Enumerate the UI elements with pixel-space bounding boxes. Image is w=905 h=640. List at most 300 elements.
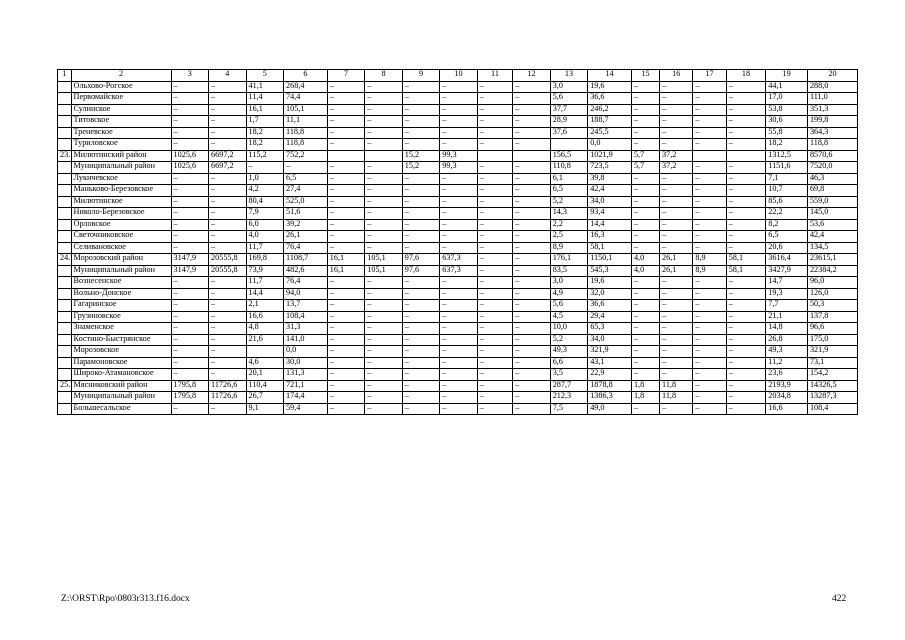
value-cell: 26,7 xyxy=(246,392,284,404)
value-cell: 3427,9 xyxy=(766,265,808,277)
value-cell: – xyxy=(660,369,693,381)
value-cell: 42,4 xyxy=(807,231,857,243)
row-index-cell xyxy=(58,219,72,231)
value-cell: – xyxy=(209,219,247,231)
value-cell: – xyxy=(440,288,478,300)
value-cell: 20,6 xyxy=(766,242,808,254)
table-row xyxy=(58,231,858,243)
value-cell: – xyxy=(365,288,403,300)
value-cell: 17,0 xyxy=(766,93,808,105)
value-cell: – xyxy=(660,277,693,289)
value-cell: 8,9 xyxy=(693,265,726,277)
value-cell: – xyxy=(513,196,551,208)
value-cell: – xyxy=(513,265,551,277)
value-cell: – xyxy=(631,311,659,323)
value-cell xyxy=(550,139,588,151)
value-cell: – xyxy=(440,173,478,185)
value-cell: – xyxy=(327,93,365,105)
value-cell: 4,6 xyxy=(246,357,284,369)
table-row xyxy=(58,116,858,128)
column-number-cell: 15 xyxy=(631,70,659,82)
value-cell: – xyxy=(402,323,440,335)
value-cell: – xyxy=(631,208,659,220)
value-cell: – xyxy=(365,357,403,369)
value-cell: – xyxy=(693,323,726,335)
value-cell: 188,7 xyxy=(588,116,632,128)
value-cell: 111,0 xyxy=(807,93,857,105)
value-cell: – xyxy=(209,231,247,243)
value-cell: – xyxy=(365,403,403,415)
value-cell: – xyxy=(209,369,247,381)
value-cell: – xyxy=(693,300,726,312)
value-cell: – xyxy=(327,357,365,369)
value-cell: 76,4 xyxy=(284,277,328,289)
value-cell: 3616,4 xyxy=(766,254,808,266)
table-row xyxy=(58,334,858,346)
column-number-cell: 17 xyxy=(693,70,726,82)
value-cell: 37,2 xyxy=(660,150,693,162)
value-cell: – xyxy=(402,173,440,185)
value-cell: – xyxy=(631,219,659,231)
value-cell: 351,3 xyxy=(807,104,857,116)
value-cell: 96,6 xyxy=(807,323,857,335)
value-cell: – xyxy=(631,116,659,128)
value-cell: – xyxy=(365,173,403,185)
value-cell: – xyxy=(171,185,209,197)
table-row xyxy=(58,139,858,151)
table-row xyxy=(58,277,858,289)
value-cell: – xyxy=(402,93,440,105)
value-cell: 6697,2 xyxy=(209,150,247,162)
value-cell: 2,2 xyxy=(550,219,588,231)
district-name-cell: Вознесенское xyxy=(71,277,171,289)
value-cell: 31,3 xyxy=(284,323,328,335)
district-name-cell: Вольно-Донское xyxy=(71,288,171,300)
value-cell: – xyxy=(327,392,365,404)
district-name-cell: Титовское xyxy=(71,116,171,128)
value-cell: 13287,3 xyxy=(807,392,857,404)
value-cell: 137,8 xyxy=(807,311,857,323)
value-cell: – xyxy=(365,116,403,128)
value-cell: – xyxy=(365,104,403,116)
value-cell: 559,0 xyxy=(807,196,857,208)
value-cell: – xyxy=(477,173,512,185)
value-cell: – xyxy=(440,392,478,404)
value-cell: 22384,2 xyxy=(807,265,857,277)
value-cell: – xyxy=(513,139,551,151)
value-cell: – xyxy=(660,196,693,208)
value-cell: – xyxy=(327,231,365,243)
value-cell: – xyxy=(171,81,209,93)
value-cell: – xyxy=(209,104,247,116)
row-index-cell: 23. xyxy=(58,150,72,162)
column-number-cell: 5 xyxy=(246,70,284,82)
value-cell: 105,1 xyxy=(365,254,403,266)
value-cell: 545,3 xyxy=(588,265,632,277)
district-name-cell: Треневское xyxy=(71,127,171,139)
value-cell: 115,2 xyxy=(246,150,284,162)
value-cell: 19,3 xyxy=(766,288,808,300)
value-cell: 108,4 xyxy=(807,403,857,415)
value-cell: – xyxy=(513,116,551,128)
row-index-cell xyxy=(58,392,72,404)
value-cell: 364,3 xyxy=(807,127,857,139)
value-cell: – xyxy=(726,311,766,323)
value-cell: – xyxy=(477,116,512,128)
value-cell: – xyxy=(402,139,440,151)
value-cell: – xyxy=(631,104,659,116)
value-cell: – xyxy=(660,334,693,346)
value-cell: – xyxy=(631,185,659,197)
value-cell: 637,3 xyxy=(440,265,478,277)
value-cell: – xyxy=(631,346,659,358)
row-index-cell xyxy=(58,93,72,105)
value-cell: – xyxy=(660,104,693,116)
value-cell: 26,1 xyxy=(660,254,693,266)
value-cell: – xyxy=(660,300,693,312)
value-cell: 74,4 xyxy=(284,93,328,105)
value-cell: 288,0 xyxy=(807,81,857,93)
value-cell: 39,8 xyxy=(588,173,632,185)
value-cell: – xyxy=(365,323,403,335)
value-cell: – xyxy=(209,323,247,335)
value-cell: – xyxy=(693,311,726,323)
value-cell: – xyxy=(631,323,659,335)
value-cell: 93,4 xyxy=(588,208,632,220)
value-cell: – xyxy=(402,81,440,93)
value-cell: – xyxy=(660,231,693,243)
value-cell: 5,6 xyxy=(550,93,588,105)
value-cell: 29,4 xyxy=(588,311,632,323)
value-cell: – xyxy=(660,311,693,323)
value-cell: 1,7 xyxy=(246,116,284,128)
table-row xyxy=(58,81,858,93)
value-cell: – xyxy=(327,173,365,185)
value-cell: 53,6 xyxy=(807,219,857,231)
value-cell: – xyxy=(440,219,478,231)
row-index-cell xyxy=(58,196,72,208)
value-cell: – xyxy=(513,288,551,300)
value-cell xyxy=(513,150,551,162)
value-cell: 21,1 xyxy=(766,311,808,323)
value-cell: – xyxy=(402,403,440,415)
value-cell: – xyxy=(171,369,209,381)
value-cell: 134,5 xyxy=(807,242,857,254)
value-cell: 5,7 xyxy=(631,150,659,162)
district-name-cell: Грузиновское xyxy=(71,311,171,323)
column-number-cell: 18 xyxy=(726,70,766,82)
value-cell: – xyxy=(365,196,403,208)
value-cell: 49,3 xyxy=(550,346,588,358)
value-cell: 199,8 xyxy=(807,116,857,128)
value-cell: 42,4 xyxy=(588,185,632,197)
value-cell: 3147,9 xyxy=(171,254,209,266)
value-cell: 1,8 xyxy=(631,380,659,392)
value-cell: 99,3 xyxy=(440,162,478,174)
value-cell: – xyxy=(631,196,659,208)
value-cell: – xyxy=(171,173,209,185)
value-cell: 34,0 xyxy=(588,196,632,208)
value-cell: 55,8 xyxy=(766,127,808,139)
value-cell: – xyxy=(402,208,440,220)
value-cell: – xyxy=(477,208,512,220)
value-cell: – xyxy=(402,300,440,312)
table-row xyxy=(58,242,858,254)
value-cell: 154,2 xyxy=(807,369,857,381)
value-cell: 46,3 xyxy=(807,173,857,185)
value-cell: – xyxy=(171,104,209,116)
value-cell: 34,0 xyxy=(588,334,632,346)
value-cell: 26,1 xyxy=(284,231,328,243)
value-cell: 10,7 xyxy=(766,185,808,197)
district-name-cell: Милютинский район xyxy=(71,150,171,162)
value-cell: 30,6 xyxy=(766,116,808,128)
value-cell: 4,2 xyxy=(246,185,284,197)
value-cell: – xyxy=(513,219,551,231)
table-row xyxy=(58,346,858,358)
value-cell: 18,2 xyxy=(246,139,284,151)
value-cell: 1312,5 xyxy=(766,150,808,162)
column-number-cell: 19 xyxy=(766,70,808,82)
district-name-cell: Муниципальный район xyxy=(71,392,171,404)
value-cell: 9,1 xyxy=(246,403,284,415)
value-cell: – xyxy=(477,127,512,139)
value-cell: 18,2 xyxy=(766,139,808,151)
value-cell: – xyxy=(327,300,365,312)
row-index-cell xyxy=(58,104,72,116)
value-cell: – xyxy=(440,116,478,128)
value-cell: 118,8 xyxy=(807,139,857,151)
value-cell: – xyxy=(365,162,403,174)
value-cell: – xyxy=(693,219,726,231)
value-cell: 11,1 xyxy=(284,116,328,128)
value-cell: – xyxy=(726,81,766,93)
value-cell: – xyxy=(513,93,551,105)
district-name-cell: Знаменское xyxy=(71,323,171,335)
value-cell: – xyxy=(726,127,766,139)
value-cell: – xyxy=(440,185,478,197)
value-cell: 1,8 xyxy=(631,392,659,404)
value-cell: – xyxy=(440,242,478,254)
district-name-cell: Большесальское xyxy=(71,403,171,415)
value-cell: – xyxy=(477,346,512,358)
value-cell: – xyxy=(440,196,478,208)
value-cell: 36,6 xyxy=(588,300,632,312)
value-cell: – xyxy=(171,93,209,105)
value-cell: – xyxy=(209,288,247,300)
value-cell xyxy=(477,150,512,162)
value-cell: 30,0 xyxy=(284,357,328,369)
value-cell: – xyxy=(726,334,766,346)
value-cell: – xyxy=(327,242,365,254)
value-cell: 22,9 xyxy=(588,369,632,381)
value-cell: – xyxy=(631,403,659,415)
value-cell: 32,0 xyxy=(588,288,632,300)
value-cell: 6,5 xyxy=(284,173,328,185)
value-cell xyxy=(365,150,403,162)
value-cell: – xyxy=(477,231,512,243)
value-cell: – xyxy=(693,277,726,289)
value-cell: – xyxy=(660,173,693,185)
value-cell: – xyxy=(327,380,365,392)
value-cell: – xyxy=(513,254,551,266)
value-cell: – xyxy=(726,288,766,300)
district-name-cell: Морозовский район xyxy=(71,254,171,266)
value-cell: 11,7 xyxy=(246,242,284,254)
value-cell: – xyxy=(631,288,659,300)
value-cell: – xyxy=(209,93,247,105)
value-cell: 0,0 xyxy=(588,139,632,151)
value-cell: – xyxy=(726,231,766,243)
value-cell: 27,4 xyxy=(284,185,328,197)
value-cell: – xyxy=(327,162,365,174)
value-cell: – xyxy=(477,162,512,174)
table-row xyxy=(58,311,858,323)
table-row xyxy=(58,93,858,105)
value-cell: – xyxy=(209,300,247,312)
value-cell: – xyxy=(327,311,365,323)
value-cell: 37,6 xyxy=(550,127,588,139)
value-cell: 58,1 xyxy=(588,242,632,254)
value-cell: – xyxy=(693,346,726,358)
value-cell: 85,6 xyxy=(766,196,808,208)
table-row xyxy=(58,185,858,197)
table-row xyxy=(58,265,858,277)
value-cell: – xyxy=(513,81,551,93)
value-cell: – xyxy=(365,242,403,254)
table-header-row xyxy=(58,70,858,82)
value-cell: – xyxy=(440,357,478,369)
value-cell: – xyxy=(513,380,551,392)
value-cell: – xyxy=(365,392,403,404)
value-cell: 65,3 xyxy=(588,323,632,335)
table-row xyxy=(58,150,858,162)
value-cell: – xyxy=(726,242,766,254)
value-cell: 246,2 xyxy=(588,104,632,116)
value-cell: – xyxy=(513,231,551,243)
value-cell: 73,1 xyxy=(807,357,857,369)
row-index-cell xyxy=(58,357,72,369)
value-cell: – xyxy=(209,346,247,358)
row-index-cell: 24. xyxy=(58,254,72,266)
row-index-cell xyxy=(58,173,72,185)
value-cell: 14,4 xyxy=(588,219,632,231)
value-cell: 2,1 xyxy=(246,300,284,312)
value-cell: 53,8 xyxy=(766,104,808,116)
value-cell: – xyxy=(209,334,247,346)
value-cell: – xyxy=(327,277,365,289)
value-cell: – xyxy=(693,196,726,208)
value-cell: – xyxy=(327,104,365,116)
value-cell: – xyxy=(513,392,551,404)
table-row xyxy=(58,357,858,369)
value-cell: 321,9 xyxy=(807,346,857,358)
row-index-cell xyxy=(58,323,72,335)
value-cell: – xyxy=(402,288,440,300)
table-row xyxy=(58,127,858,139)
value-cell: – xyxy=(477,196,512,208)
value-cell: 22,2 xyxy=(766,208,808,220)
value-cell: 11,8 xyxy=(660,380,693,392)
value-cell: – xyxy=(327,334,365,346)
value-cell: – xyxy=(726,369,766,381)
value-cell: – xyxy=(171,139,209,151)
row-index-cell xyxy=(58,231,72,243)
district-name-cell: Широко-Атамановское xyxy=(71,369,171,381)
value-cell: 5,2 xyxy=(550,334,588,346)
value-cell: – xyxy=(402,116,440,128)
value-cell: – xyxy=(209,196,247,208)
value-cell: 49,0 xyxy=(588,403,632,415)
value-cell: – xyxy=(693,116,726,128)
value-cell: 7,5 xyxy=(550,403,588,415)
value-cell: 96,0 xyxy=(807,277,857,289)
value-cell: – xyxy=(477,288,512,300)
district-name-cell: Николо-Березовское xyxy=(71,208,171,220)
column-number-cell: 13 xyxy=(550,70,588,82)
value-cell: 126,0 xyxy=(807,288,857,300)
value-cell: – xyxy=(693,208,726,220)
column-number-cell: 7 xyxy=(327,70,365,82)
value-cell: – xyxy=(365,81,403,93)
value-cell: 80,4 xyxy=(246,196,284,208)
value-cell: 94,0 xyxy=(284,288,328,300)
value-cell: – xyxy=(726,403,766,415)
value-cell: – xyxy=(402,104,440,116)
value-cell: 105,1 xyxy=(284,104,328,116)
value-cell: – xyxy=(327,288,365,300)
value-cell: 97,6 xyxy=(402,265,440,277)
value-cell: 3147,9 xyxy=(171,265,209,277)
value-cell: 176,1 xyxy=(550,254,588,266)
district-name-cell: Костино-Быстрянское xyxy=(71,334,171,346)
table-row xyxy=(58,173,858,185)
value-cell xyxy=(693,150,726,162)
district-name-cell: Селивановское xyxy=(71,242,171,254)
value-cell: 7,1 xyxy=(766,173,808,185)
value-cell: 4,8 xyxy=(246,323,284,335)
value-cell: 4,0 xyxy=(631,265,659,277)
value-cell: – xyxy=(477,139,512,151)
value-cell: – xyxy=(171,219,209,231)
value-cell: 0,0 xyxy=(284,346,328,358)
value-cell: 11726,6 xyxy=(209,392,247,404)
value-cell: – xyxy=(365,208,403,220)
table-row xyxy=(58,403,858,415)
value-cell: – xyxy=(365,185,403,197)
value-cell: – xyxy=(660,357,693,369)
value-cell: – xyxy=(726,116,766,128)
value-cell: – xyxy=(660,116,693,128)
value-cell: – xyxy=(693,231,726,243)
value-cell: 1025,6 xyxy=(171,162,209,174)
value-cell: – xyxy=(327,219,365,231)
table-row xyxy=(58,323,858,335)
value-cell: 11726,6 xyxy=(209,380,247,392)
value-cell: – xyxy=(477,93,512,105)
table-row xyxy=(58,208,858,220)
value-cell: 23615,1 xyxy=(807,254,857,266)
value-cell: – xyxy=(726,346,766,358)
value-cell: – xyxy=(327,208,365,220)
value-cell: 11,2 xyxy=(766,357,808,369)
value-cell: 752,2 xyxy=(284,150,328,162)
district-name-cell: Светочниковское xyxy=(71,231,171,243)
value-cell: – xyxy=(440,127,478,139)
value-cell: 1795,8 xyxy=(171,392,209,404)
value-cell: 637,3 xyxy=(440,254,478,266)
value-cell: 16,6 xyxy=(246,311,284,323)
